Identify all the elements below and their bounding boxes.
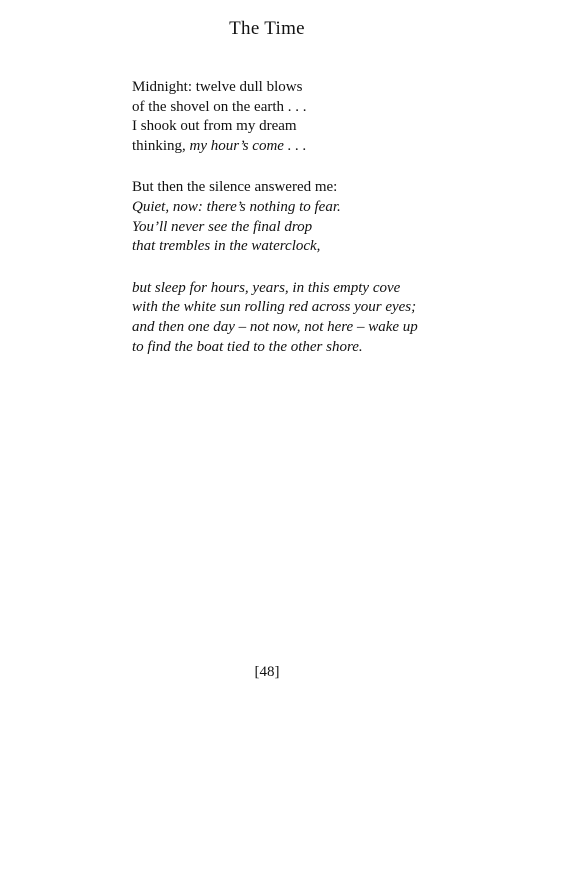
poem-line [132,78,532,98]
page-number: [48] [254,664,280,680]
poem-line [132,117,532,137]
line-text-italic: my hour’s come . . . [189,137,307,154]
poem-line [132,298,532,318]
line-text-italic: and then one day – not now, not here – wake up [132,318,418,335]
line-text: of the shovel on the earth . . . [132,98,307,115]
line-text-italic: with the white sun rolling red across your eyes; [132,299,417,316]
poem-line [132,98,532,118]
line-text-italic: Quiet, now: there’s nothing to fear. [132,198,341,215]
poem-line [132,338,532,358]
line-text-italic: but sleep for hours, years, in this empty cove [132,279,401,296]
line-text-italic: to find the boat tied to the other shore. [132,338,363,355]
line-text: thinking, [132,137,190,154]
poem-line [132,137,532,157]
line-text-italic: that trembles in the waterclock, [132,238,321,255]
poem-line [132,237,532,257]
poem-line [132,178,532,198]
line-text: I shook out from my dream [132,118,297,135]
poem-line [132,218,532,238]
stanza [132,279,532,357]
poem-line [132,279,532,299]
stanza [132,78,532,156]
line-text-italic: You’ll never see the final drop [132,218,313,235]
poem-line [132,318,532,338]
stanza [132,178,532,256]
line-text: Midnight: twelve dull blows [132,79,303,95]
poem-line [132,198,532,218]
line-text: But then the silence answered me: [132,179,338,196]
page-title: The Time [229,18,305,39]
poem [132,78,532,379]
